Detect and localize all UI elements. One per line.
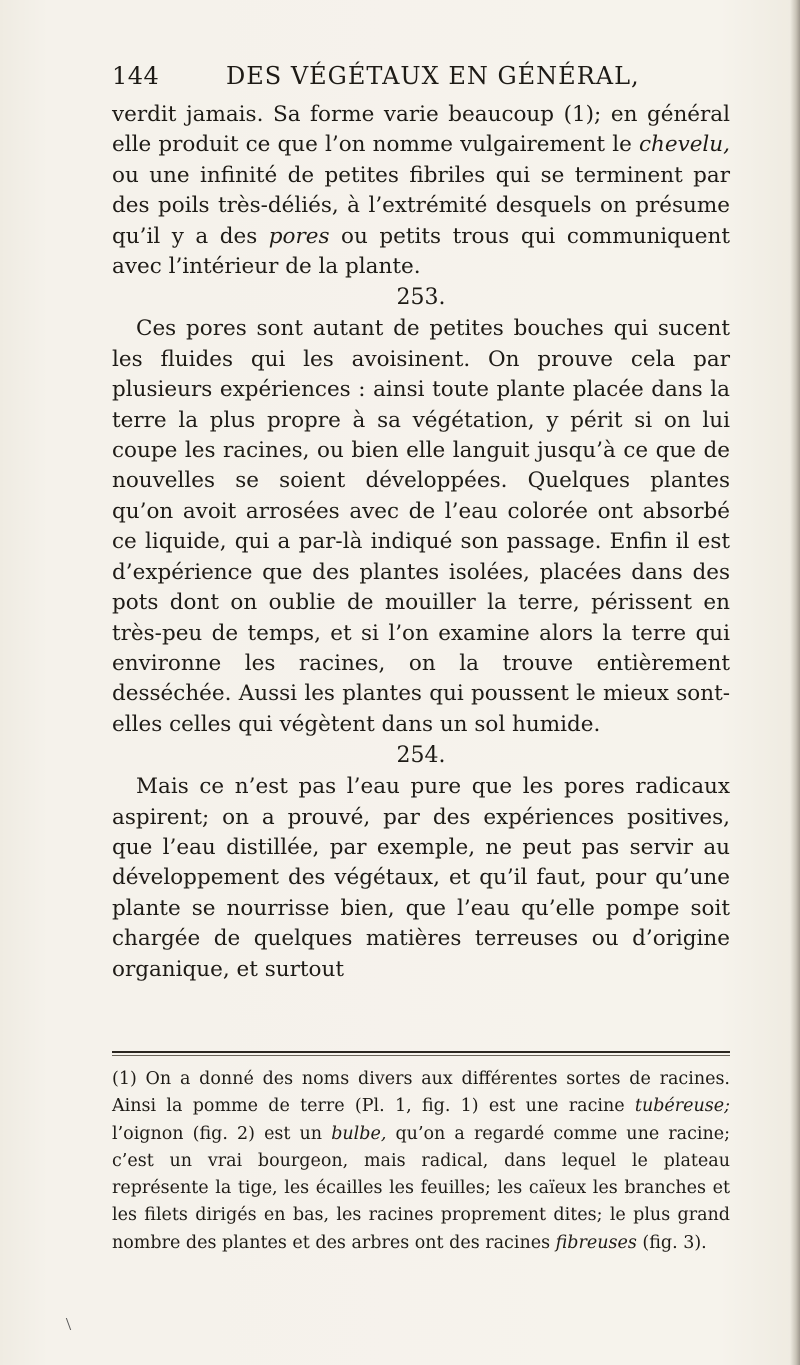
text-run: (fig. 3).	[636, 1232, 707, 1253]
footnote-separator-thin	[112, 1055, 730, 1056]
stray-mark	[58, 1318, 71, 1330]
text-run: qu’on a regardé comme une racine; c’est un vrai bourgeon, mais radical, dans lequel le plateau représente la tige, les écailles les feuilles; les caïeux les branches et les filets dirigés en bas, les racines proprement dites; le plus grand nombre des plantes et des arbres ont des racines	[112, 1123, 731, 1253]
text-run: ou petits trous qui communiquent avec l’intérieur de la plante.	[112, 223, 730, 280]
italic-term-bulbe: bulbe,	[331, 1123, 387, 1144]
footnote-1	[112, 1066, 730, 1257]
footnote	[112, 1066, 730, 1257]
paragraph-continuation	[112, 100, 730, 282]
italic-term-tubereuse: tubéreuse;	[634, 1096, 730, 1117]
text-run: verdit jamais. Sa forme varie beaucoup (1); en général elle produit ce que l’on nomme vulgairement le	[112, 102, 730, 158]
text-run: ou une infinité de petites fibriles qui se terminent par des poils très-déliés, à l’extrémité desquels on présume qu’il y a des	[112, 162, 730, 249]
main-text	[112, 100, 730, 985]
text-run: (1) On a donné des noms divers aux différentes sortes de racines. Ainsi la pomme de terre (Pl. 1, fig. 1) est une racine	[112, 1069, 730, 1117]
italic-term-chevelu: chevelu,	[638, 132, 730, 158]
section-number-253: 253.	[396, 285, 446, 311]
paragraph-253: Ces pores sont autant de petites bouches qui sucent les fluides qui les avoisinent. On prouve cela par plusieurs expériences : ainsi toute plante placée dans la terre la plus propre à sa végétation, y périt si on lui coupe les racines, ou bien elle languit jusqu’à ce que de nouvelles se soient développées. Quelques plantes qu’on avoit arrosées avec de l’eau colorée ont absorbé ce liquide, qui a par-là indiqué son passage. Enfin il est d’expérience que des plantes isolées, placées dans des pots dont on oublie de mouiller la terre, périssent en très-peu de temps, et si l’on examine alors la terre qui environne les racines, on la trouve entièrement desséchée. Aussi les plantes qui poussent le mieux sont-elles celles qui végètent dans un sol humide.	[112, 316, 730, 737]
running-head: DES VÉGÉTAUX EN GÉNÉRAL,	[226, 62, 640, 90]
page-edge-shadow	[790, 0, 800, 1365]
section-number-254: 254.	[396, 743, 446, 769]
page-number: 144	[112, 62, 160, 90]
paragraph-254: Mais ce n’est pas l’eau pure que les pores radicaux aspirent; on a prouvé, par des expériences positives, que l’eau distillée, par exemple, ne peut pas servir au développement des végétaux, et qu’il faut, pour qu’une plante se nourrisse bien, que l’eau qu’elle pompe soit chargée de quelques matières terreuses ou d’origine organique, et surtout	[112, 774, 730, 982]
italic-term-fibreuses: fibreuses	[555, 1232, 637, 1253]
footnote-separator	[112, 1051, 730, 1053]
italic-term-pores: pores	[268, 223, 330, 249]
page-header	[112, 62, 712, 98]
text-run: l’oignon (fig. 2) est un	[112, 1123, 332, 1144]
